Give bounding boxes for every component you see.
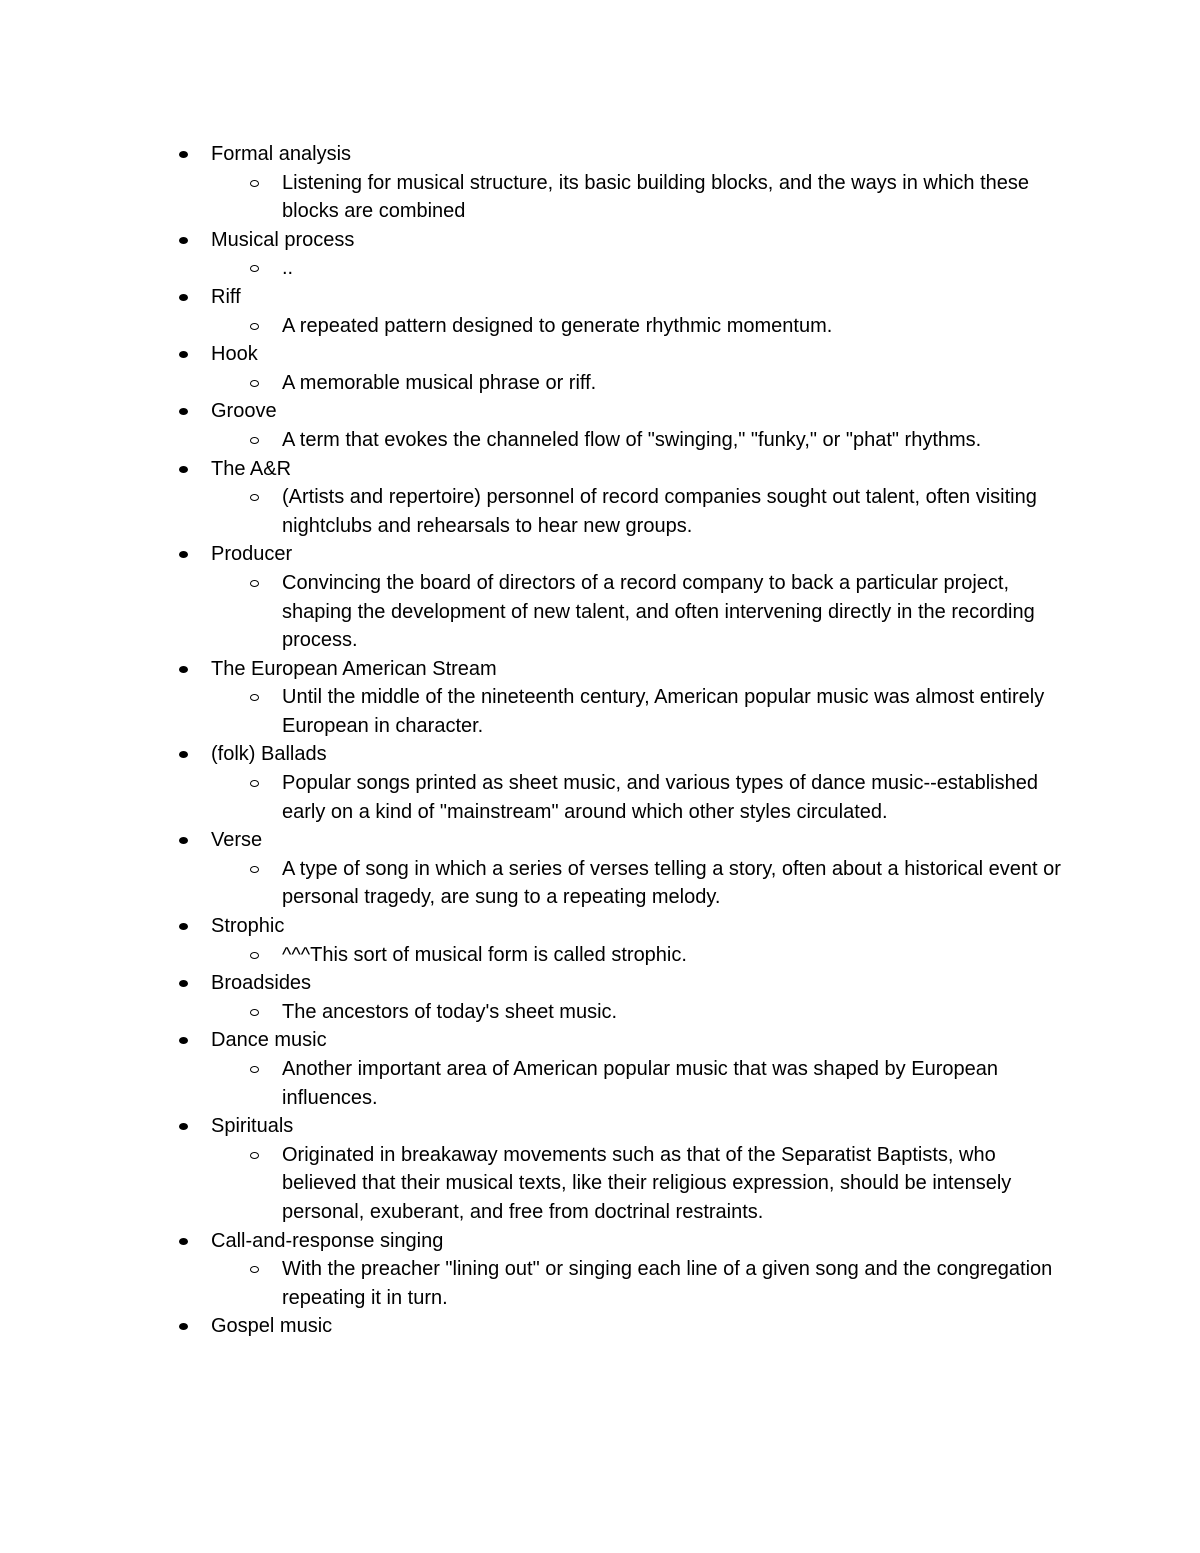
sub-list	[211, 569, 1071, 655]
sub-list	[211, 683, 1071, 740]
sub-list-item	[282, 569, 1071, 655]
term-label: Formal analysis	[211, 143, 352, 165]
list-item	[211, 1227, 1071, 1313]
term-label: Verse	[211, 829, 263, 852]
sub-list-item	[282, 169, 1071, 226]
sub-list	[211, 1141, 1071, 1227]
term-label: Musical process	[211, 228, 355, 251]
sub-list	[211, 941, 1071, 970]
filled-bullet-icon	[179, 980, 188, 987]
term-label: The A&R	[211, 457, 292, 480]
filled-bullet-icon	[179, 351, 188, 358]
sub-list-item	[282, 1055, 1071, 1112]
list-item	[211, 226, 1071, 283]
sub-list	[211, 426, 1071, 455]
list-item	[211, 540, 1071, 654]
definition-text: Until the middle of the nineteenth century, American popular music was almost entirely European in character.	[282, 686, 1045, 737]
sub-list	[211, 1255, 1071, 1312]
filled-bullet-icon	[179, 1238, 188, 1245]
list-item	[211, 826, 1071, 912]
term-label: Call-and-response singing	[211, 1229, 444, 1252]
definition-text: A memorable musical phrase or riff.	[282, 371, 597, 394]
term-label: (folk) Ballads	[211, 743, 327, 766]
definition-text: Originated in breakaway movements such as that of the Separatist Baptists, who believed that their musical texts, like their religious expression, should be intensely personal, exuberant, and free from doctrinal restraints.	[282, 1143, 1012, 1223]
definition-text: Convincing the board of directors of a record company to back a particular project, shaping the development of new talent, and often intervening directly in the recording process.	[282, 571, 1035, 652]
hollow-bullet-icon	[250, 1266, 259, 1273]
hollow-bullet-icon	[250, 323, 259, 330]
term-label: Spirituals	[211, 1115, 294, 1138]
list-item	[211, 340, 1071, 397]
sub-list-item	[282, 1141, 1071, 1227]
notes-list	[211, 140, 1071, 1341]
list-item	[211, 283, 1071, 340]
list-item	[211, 397, 1071, 454]
sub-list-item	[282, 769, 1071, 826]
sub-list-item	[282, 426, 1071, 455]
sub-list	[211, 254, 1071, 283]
sub-list	[211, 369, 1071, 398]
hollow-bullet-icon	[250, 694, 259, 701]
filled-bullet-icon	[179, 923, 188, 930]
list-item	[211, 740, 1071, 826]
term-label: Producer	[211, 543, 293, 566]
hollow-bullet-icon	[250, 265, 259, 272]
sub-list-item	[282, 683, 1071, 740]
list-item	[211, 455, 1071, 541]
list-item	[211, 1312, 1071, 1341]
sub-list	[211, 855, 1071, 912]
term-label: Groove	[211, 400, 277, 423]
sub-list	[211, 769, 1071, 826]
hollow-bullet-icon	[250, 437, 259, 444]
term-label: Riff	[211, 285, 241, 308]
hollow-bullet-icon	[250, 1009, 259, 1016]
list-item	[211, 1026, 1071, 1112]
definition-text: Another important area of American popular music that was shaped by European influences.	[282, 1058, 998, 1109]
hollow-bullet-icon	[250, 780, 259, 787]
definition-text: The ancestors of today's sheet music.	[282, 1000, 618, 1023]
definition-text: Listening for musical structure, its basic building blocks, and the ways in which these blocks are combined	[282, 171, 1030, 223]
filled-bullet-icon	[179, 1323, 188, 1330]
filled-bullet-icon	[179, 466, 188, 473]
sub-list-item	[282, 998, 1071, 1027]
hollow-bullet-icon	[250, 380, 259, 387]
term-label: Strophic	[211, 915, 285, 938]
definition-text: (Artists and repertoire) personnel of record companies sought out talent, often visiting nightclubs and rehearsals to hear new groups.	[282, 486, 1037, 537]
hollow-bullet-icon	[250, 1152, 259, 1159]
list-item	[211, 912, 1071, 969]
sub-list-item	[282, 369, 1071, 398]
filled-bullet-icon	[179, 837, 188, 844]
definition-text: ^^^This sort of musical form is called strophic.	[282, 943, 687, 966]
sub-list	[211, 169, 1071, 226]
sub-list-item	[282, 941, 1071, 970]
filled-bullet-icon	[179, 294, 188, 301]
list-item	[211, 969, 1071, 1026]
sub-list	[211, 998, 1071, 1027]
list-item	[211, 140, 1071, 226]
sub-list-item	[282, 1255, 1071, 1312]
filled-bullet-icon	[179, 1123, 188, 1130]
hollow-bullet-icon	[250, 180, 259, 187]
term-label: Dance music	[211, 1029, 327, 1052]
filled-bullet-icon	[179, 751, 188, 758]
filled-bullet-icon	[179, 1037, 188, 1044]
definition-text: A type of song in which a series of verses telling a story, often about a historical event or personal tragedy, are sung to a repeating melody.	[282, 857, 1061, 909]
filled-bullet-icon	[179, 408, 188, 415]
sub-list-item	[282, 254, 1071, 283]
filled-bullet-icon	[179, 666, 188, 673]
term-label: The European American Stream	[211, 657, 497, 680]
term-label: Gospel music	[211, 1315, 333, 1338]
sub-list	[211, 483, 1071, 540]
definition-text: ..	[282, 257, 294, 280]
hollow-bullet-icon	[250, 580, 259, 587]
hollow-bullet-icon	[250, 1066, 259, 1073]
list-item	[211, 1112, 1071, 1226]
term-label: Broadsides	[211, 972, 312, 995]
filled-bullet-icon	[179, 151, 188, 158]
sub-list-item	[282, 483, 1071, 540]
definition-text: Popular songs printed as sheet music, and various types of dance music--established early on a kind of "mainstream" around which other styles circulated.	[282, 772, 1038, 823]
sub-list-item	[282, 855, 1071, 912]
hollow-bullet-icon	[250, 952, 259, 959]
definition-text: A repeated pattern designed to generate rhythmic momentum.	[282, 314, 833, 337]
definition-text: A term that evokes the channeled flow of "swinging," "funky," or "phat" rhythms.	[282, 428, 982, 451]
list-item	[211, 655, 1071, 741]
sub-list	[211, 312, 1071, 341]
term-label: Hook	[211, 343, 258, 366]
definition-text: With the preacher "lining out" or singing each line of a given song and the congregation repeating it in turn.	[282, 1258, 1053, 1309]
filled-bullet-icon	[179, 551, 188, 558]
hollow-bullet-icon	[250, 494, 259, 501]
sub-list-item	[282, 312, 1071, 341]
sub-list	[211, 1055, 1071, 1112]
filled-bullet-icon	[179, 237, 188, 244]
hollow-bullet-icon	[250, 866, 259, 873]
